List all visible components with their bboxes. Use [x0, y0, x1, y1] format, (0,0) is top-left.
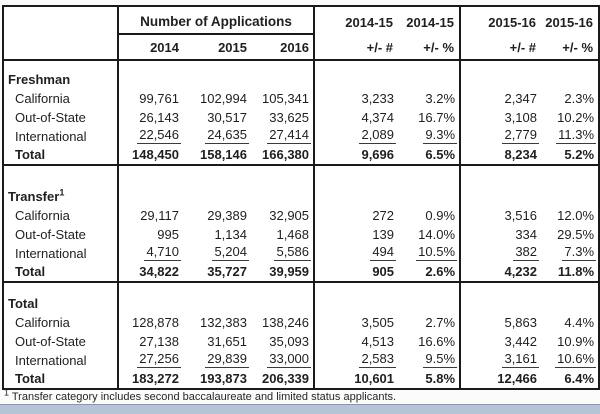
value-cell: 2,583: [314, 351, 398, 370]
row-label: International: [15, 129, 87, 144]
header-row-groups: [3, 6, 599, 34]
value-cell: 12.0%: [557, 208, 595, 223]
value-cell: 16.6%: [418, 334, 456, 349]
row-label: California: [15, 91, 70, 106]
value-cell: 10.5%: [418, 244, 456, 259]
value-cell: 5,863: [460, 313, 541, 332]
column-group-2015-16-num: 2015-16: [460, 6, 541, 34]
column-header-2015: 2015: [183, 34, 251, 60]
table-row: [3, 225, 599, 244]
value-cell: 2,347: [460, 89, 541, 108]
value-cell: 35,727: [183, 263, 251, 282]
value-cell: 6.5%: [398, 146, 460, 165]
value-cell: 3,233: [314, 89, 398, 108]
value-cell: 2.7%: [425, 315, 456, 330]
value-cell: 10.9%: [557, 334, 595, 349]
value-cell: 128,878: [118, 313, 183, 332]
table-row: [3, 313, 599, 332]
value-cell: 3,108: [460, 108, 541, 127]
section-header-transfer: [3, 165, 599, 206]
value-cell: 2,779: [460, 127, 541, 146]
table-row: [3, 108, 599, 127]
value-cell: 34,822: [118, 263, 183, 282]
value-cell: 494: [314, 244, 398, 263]
value-cell: 2,089: [314, 127, 398, 146]
value-cell: 0.9%: [425, 208, 456, 223]
value-cell: 138,246: [262, 315, 310, 330]
value-cell: 5.2%: [541, 146, 599, 165]
value-cell: 39,959: [251, 263, 314, 282]
value-cell: 272: [314, 206, 398, 225]
value-cell: 8,234: [460, 146, 541, 165]
value-cell: 193,873: [200, 371, 247, 386]
value-cell: 11.8%: [541, 263, 599, 282]
value-cell: 166,380: [251, 146, 314, 165]
row-label: Out-of-State: [15, 334, 86, 349]
value-cell: 9,696: [314, 146, 398, 165]
value-cell: 12,466: [460, 370, 541, 389]
value-cell: 5,586: [276, 244, 310, 259]
column-header-2014: 2014: [118, 34, 183, 60]
column-group-number-of-applications: Number of Applications: [118, 6, 314, 34]
row-label: California: [15, 208, 70, 223]
section-label: Freshman: [8, 72, 71, 87]
table-row: [3, 127, 599, 146]
value-cell: 22,546: [118, 127, 183, 146]
value-cell: 33,625: [269, 110, 310, 125]
value-cell: 3,516: [460, 206, 541, 225]
value-cell: 3.2%: [425, 91, 456, 106]
value-cell: 2.6%: [398, 263, 460, 282]
table-row-total: [3, 263, 599, 282]
value-cell: 2.3%: [564, 91, 595, 106]
value-cell: 1,468: [276, 227, 310, 242]
table-row: [3, 244, 599, 263]
table-row: [3, 206, 599, 225]
value-cell: 4,710: [118, 244, 183, 263]
value-cell: 29,117: [118, 206, 183, 225]
value-cell: 31,651: [207, 334, 247, 349]
value-cell: 27,138: [118, 332, 183, 351]
value-cell: 27,256: [118, 351, 183, 370]
column-header-2016: 2016: [251, 34, 314, 60]
section-label: Total: [8, 296, 39, 311]
section-header-total: [3, 282, 599, 313]
column-header-change-num-2: +/- #: [460, 34, 541, 60]
applications-table: [2, 5, 600, 390]
corner-cell: [3, 6, 118, 60]
value-cell: 99,761: [118, 89, 183, 108]
value-cell: 10.2%: [557, 110, 595, 125]
value-cell: 105,341: [262, 91, 310, 106]
value-cell: 3,161: [460, 351, 541, 370]
value-cell: 4,374: [314, 108, 398, 127]
value-cell: 102,994: [200, 91, 247, 106]
table-footnote: [4, 387, 397, 403]
table-row: [3, 351, 599, 370]
applications-table-container: [2, 5, 600, 390]
column-header-change-pct-1: +/- %: [398, 34, 460, 60]
value-cell: 148,450: [118, 146, 183, 165]
value-cell: 9.3%: [425, 127, 456, 142]
value-cell: 29.5%: [557, 227, 595, 242]
table-row: [3, 332, 599, 351]
value-cell: 10,601: [314, 370, 398, 389]
row-label: Total: [3, 146, 118, 165]
column-group-2015-16-pct: 2015-16: [545, 15, 594, 30]
value-cell: 3,505: [314, 313, 398, 332]
value-cell: 1,134: [214, 227, 247, 242]
value-cell: 32,905: [269, 208, 310, 223]
footnote-marker: 1: [4, 387, 10, 398]
footnote-text: Transfer category includes second baccalaureate and limited status applicants.: [11, 391, 397, 403]
value-cell: 29,389: [207, 208, 247, 223]
row-label: California: [15, 315, 70, 330]
value-cell: 27,414: [269, 127, 310, 142]
value-cell: 4,513: [314, 332, 398, 351]
row-label: International: [15, 353, 87, 368]
value-cell: 995: [118, 225, 183, 244]
value-cell: 905: [314, 263, 398, 282]
value-cell: 33,000: [269, 351, 310, 366]
value-cell: 9.5%: [425, 351, 456, 366]
value-cell: 16.7%: [418, 110, 456, 125]
value-cell: 132,383: [200, 315, 247, 330]
window-bottom-bar: [0, 404, 600, 414]
value-cell: 334: [460, 225, 541, 244]
row-label: Out-of-State: [15, 110, 86, 125]
value-cell: 158,146: [183, 146, 251, 165]
value-cell: 6.4%: [564, 371, 595, 386]
value-cell: 10.6%: [557, 351, 595, 366]
table-row-total: [3, 146, 599, 165]
value-cell: 4.4%: [564, 315, 595, 330]
value-cell: 29,839: [207, 351, 247, 366]
value-cell: 4,232: [460, 263, 541, 282]
row-label: Total: [3, 263, 118, 282]
row-label: Out-of-State: [15, 227, 86, 242]
value-cell: 11.3%: [558, 127, 595, 142]
value-cell: 24,635: [207, 127, 247, 142]
value-cell: 5,204: [214, 244, 247, 259]
section-label: Transfer$^1$: [8, 187, 65, 204]
footnote-marker: 1: [59, 187, 65, 198]
value-cell: 14.0%: [418, 227, 456, 242]
value-cell: 30,517: [207, 110, 247, 125]
column-header-change-pct-2: +/- %: [541, 34, 599, 60]
value-cell: 139: [314, 225, 398, 244]
value-cell: 3,442: [460, 332, 541, 351]
value-cell: 206,339: [262, 371, 310, 386]
section-header-freshman: [3, 60, 599, 89]
value-cell: 35,093: [269, 334, 310, 349]
row-label: Total: [15, 371, 46, 386]
value-cell: 183,272: [118, 370, 183, 389]
value-cell: 5.8%: [425, 371, 456, 386]
value-cell: 7.3%: [564, 244, 595, 259]
table-row-total: [3, 370, 599, 389]
column-header-change-num-1: +/- #: [314, 34, 398, 60]
value-cell: 26,143: [118, 108, 183, 127]
column-group-2014-15-pct: 2014-15: [406, 15, 455, 30]
column-group-2014-15-num: 2014-15: [314, 6, 398, 34]
table-row: [3, 89, 599, 108]
value-cell: 382: [460, 244, 541, 263]
row-label: International: [15, 246, 87, 261]
